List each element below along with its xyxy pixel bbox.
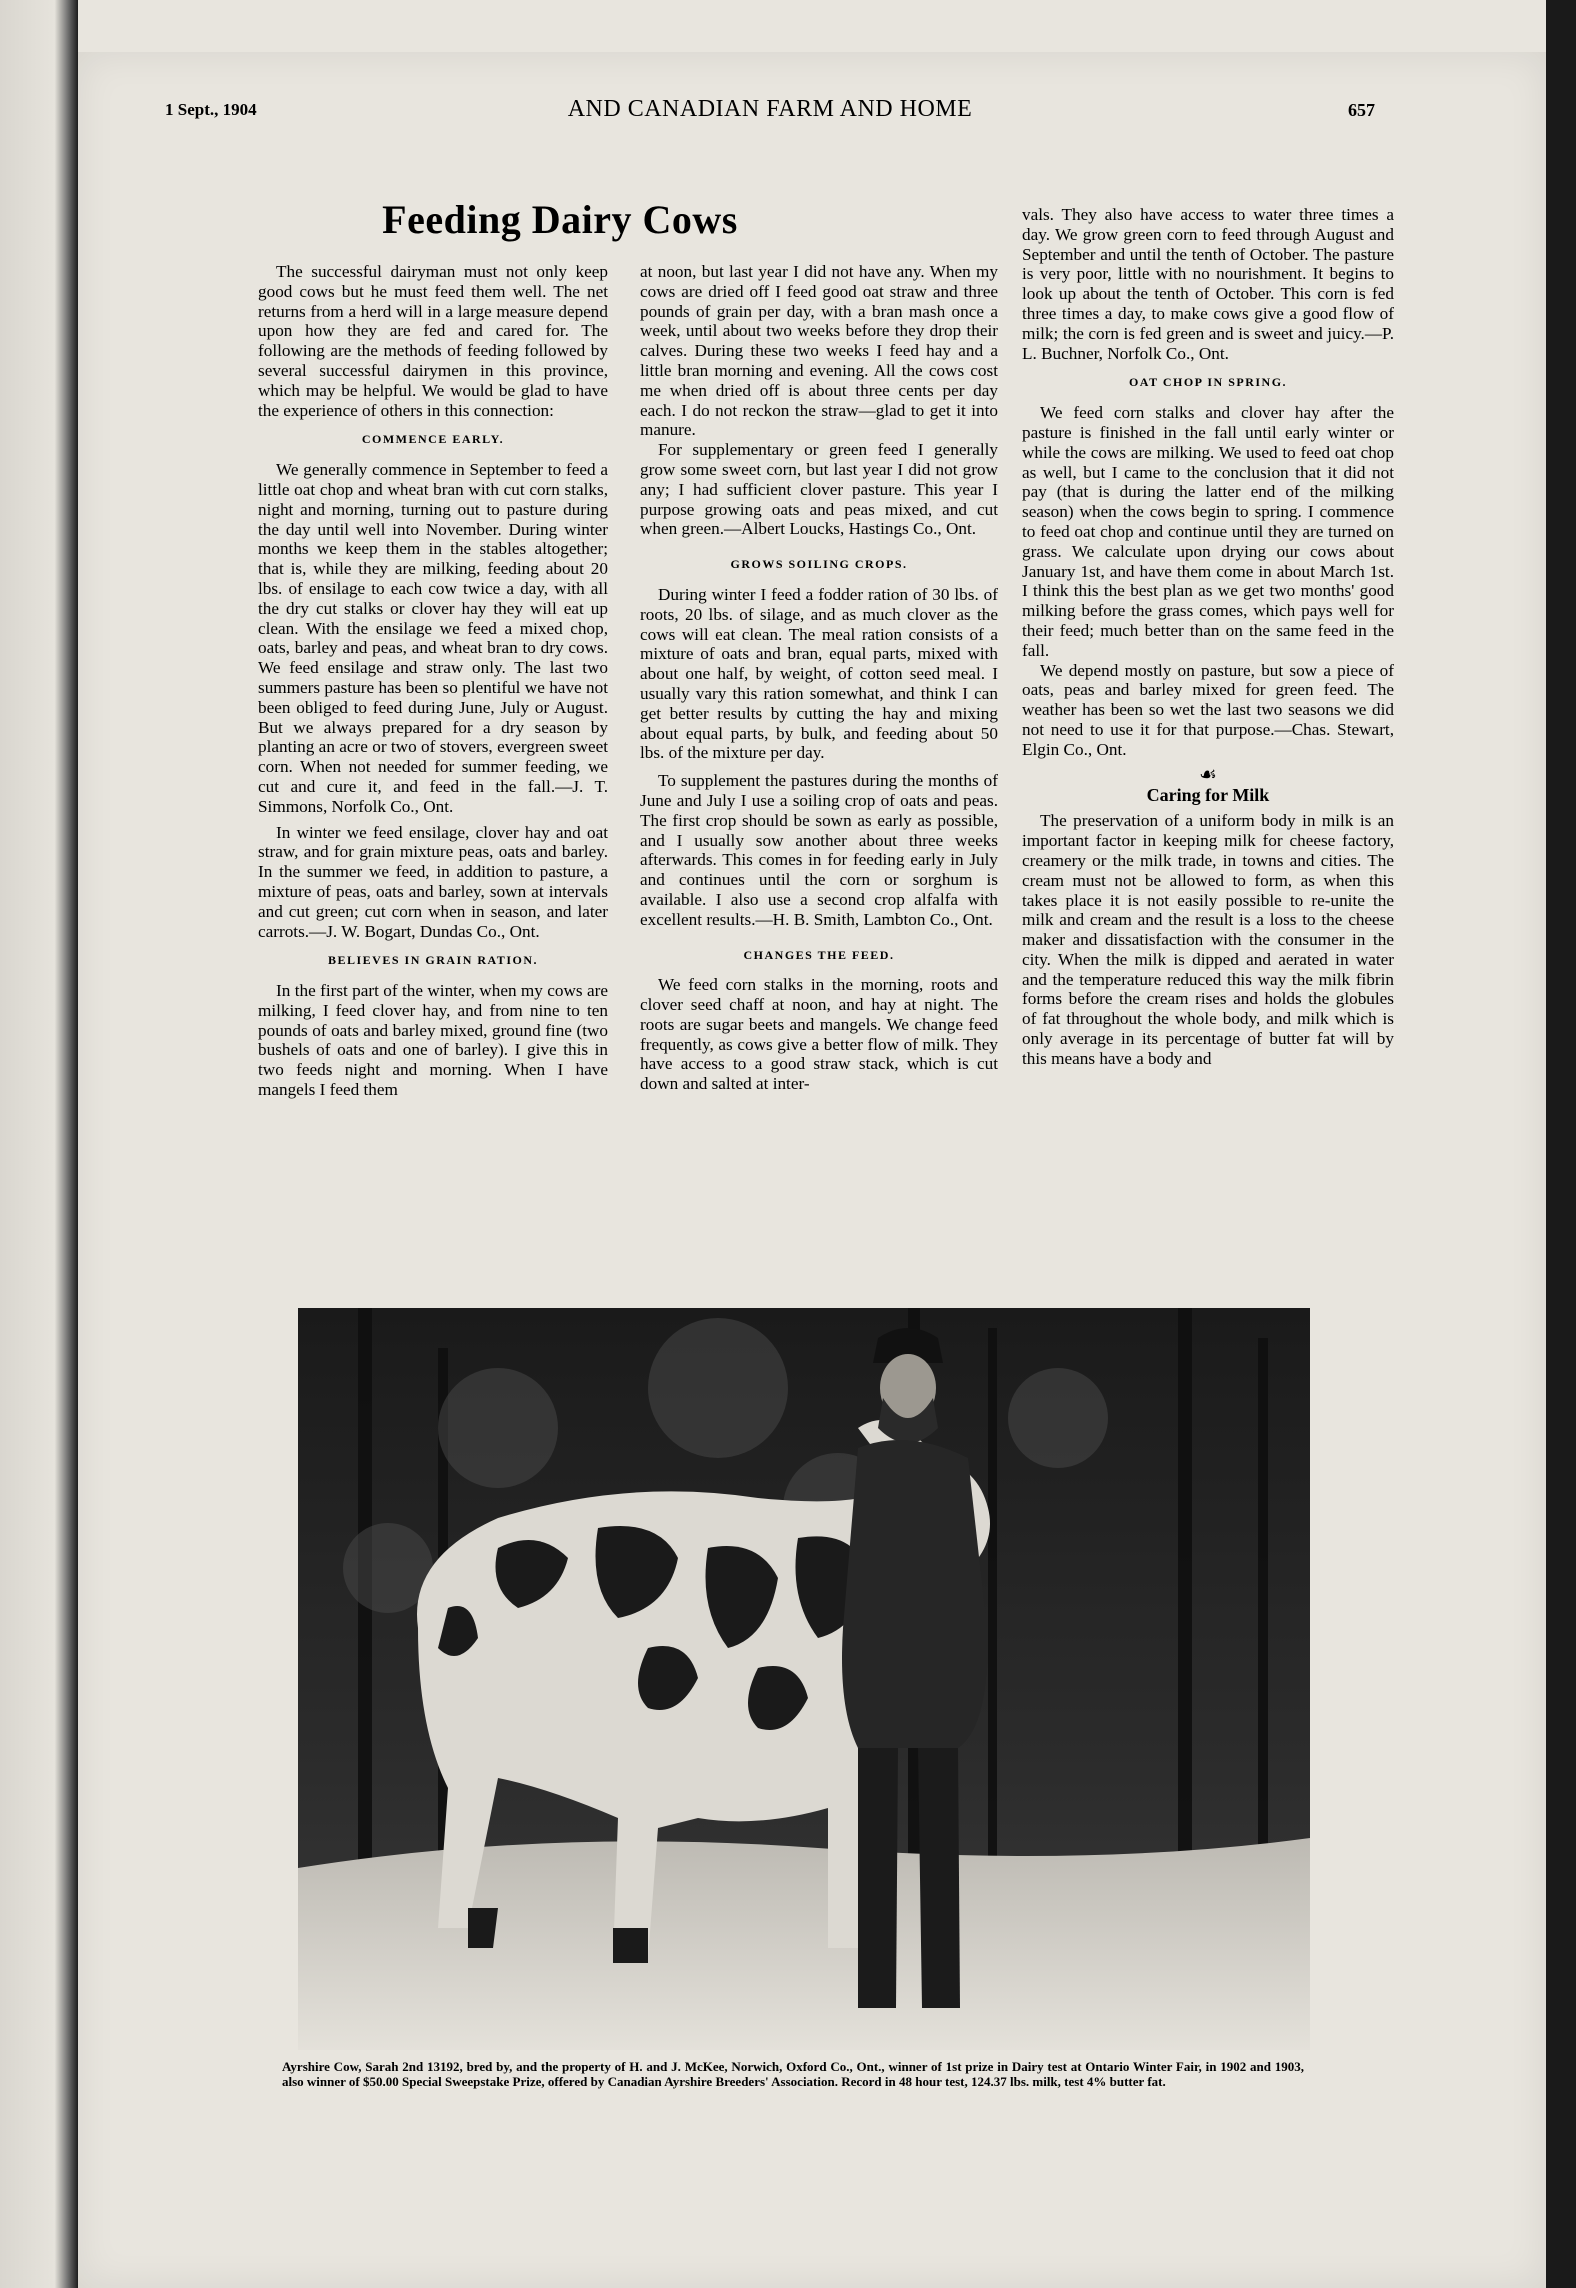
paragraph: During winter I feed a fodder ration of 30 lbs. of roots, 20 lbs. of silage, and as much clover as the cows will eat clean. The meal ration consists of a mixture of oats and bran, equal parts, mixed with about one half, by weight, of cotton seed meal. I usually vary this ration somewhat, and think I can get better results by cutting the hay and mixing about equal parts, by bulk, and feeding about 50 lbs. of the mixture per day. <box>640 584 998 763</box>
paragraph: In winter we feed ensilage, clover hay and oat straw, and for grain mixture peas, oats and barley. In the summer we feed, in addition to pasture, a mixture of peas, oats and barley, sown at intervals and cut green; cut corn when in season, and later carrots.—J. W. Bogart, Dundas Co., Ont. <box>258 822 608 941</box>
section-heading: Caring for Milk <box>1146 784 1270 805</box>
book-gutter <box>0 0 78 2288</box>
running-header <box>165 96 1375 136</box>
page-number: 657 <box>1348 100 1375 120</box>
photo-caption: Ayrshire Cow, Sarah 2nd 13192, bred by, and the property of H. and J. McKee, Norwich, Oxford Co., Ont., winner of 1st prize in Dairy test at Ontario Winter Fair, in 1902 and 1903, also winner of $50.00 Special Sweepstake Prize, offered by Canadian Ayrshire Breeders' Association. Record in 48 hour test, 124.37 lbs. milk, test 4% butter fat. <box>282 2059 1304 2089</box>
article-title: Feeding Dairy Cows <box>382 197 738 242</box>
paragraph: We depend mostly on pasture, but sow a piece of oats, peas and barley mixed for green feed. The weather has been so wet the last two seasons we did not need to use it for that purpose.—Chas. Stewart, Elgin Co., Ont. <box>1022 660 1394 759</box>
issue-date: 1 Sept., 1904 <box>165 100 257 119</box>
subheading: COMMENCE EARLY. <box>361 432 505 447</box>
paragraph: vals. They also have access to water three times a day. We grow green corn to feed through August and September and until the tenth of October. The pasture is very poor, little with no nourishment. It begins to look up about the tenth of October. This corn is fed three times a day, to make cows give a good flow of milk; the corn is fed green and is sweet and juicy.—P. L. Buchner, Norfolk Co., Ont. <box>1022 205 1394 363</box>
ornament-icon: ☙ <box>1199 763 1217 786</box>
paragraph: We feed corn stalks in the morning, roots and clover seed chaff at noon, and hay at night. The roots are sugar beets and mangels. We change feed frequently, as cows give a better flow of milk. They have access to a good straw stack, which is cut down and salted at inter- <box>640 975 998 1094</box>
publication-title: AND CANADIAN FARM AND HOME <box>567 96 973 122</box>
paragraph: We generally commence in September to feed a little oat chop and wheat bran with cut corn stalks, night and morning, turning out to pasture during the day until well into November. During winter months we keep them in the stables altogether; that is, while they are milking, feeding about 20 lbs. of ensilage to each cow twice a day, with all the dry cut stalks or clover hay they will eat up clean. With the ensilage we feed a mixed chop, oats, barley and peas, and wheat bran to dry cows. We feed ensilage and straw only. The last two summers pasture has been so plentiful we have not been obliged to feed during June, July or August. But we always prepared for a dry season by planting an acre or two of stovers, evergreen sweet corn. When not needed for summer feeding, we cut and cure it, and feed in the fall.—J. T. Simmons, Norfolk Co., Ont. <box>258 460 608 816</box>
subheading: BELIEVES IN GRAIN RATION. <box>328 953 538 968</box>
paragraph: To supplement the pastures during the months of June and July I use a soiling crop of oats and peas. The first crop should be sown as early as possible, and I usually sow another about three weeks afterwards. This comes in for feeding early in July and continues until the corn or sorghum is available. I also use a second crop alfalfa with excellent results.—H. B. Smith, Lambton Co., Ont. <box>640 771 998 929</box>
text-column-3 <box>1022 205 1394 1069</box>
cow-photograph <box>298 1308 1310 2050</box>
page-top-margin <box>78 0 1546 52</box>
paragraph: at noon, but last year I did not have any. When my cows are dried off I feed good oat straw and three pounds of grain per day, with a bran mash once a week, until about two weeks before they drop their calves. During these two weeks I feed hay and a little bran morning and evening. All the cows cost me when dried off is about three cents per day each. I do not reckon the straw—glad to get it into manure. <box>640 262 998 440</box>
cow-photo-illustration <box>298 1308 1310 2050</box>
scan-border <box>1546 0 1576 2288</box>
subheading: CHANGES THE FEED. <box>743 947 895 962</box>
text-column-2 <box>640 262 998 1094</box>
paragraph: The preservation of a uniform body in milk is an important factor in keeping milk for cheese factory, creamery or the milk trade, in towns and cities. The cream must not be allowed to form, as when this takes place it is not easily possible to re-unite the milk and cream and the result is a loss to the cheese maker and dissatisfaction with the consumer in the city. When the milk is dipped and aerated in water and the temperature reduced this way the milk fibrin forms before the cream rises and holds the globules of fat throughout the whole body, and milk which is only average in its percentage of butter fat will by this means have a body and <box>1022 811 1394 1068</box>
subheading: GROWS SOILING CROPS. <box>730 557 908 572</box>
subheading: OAT CHOP IN SPRING. <box>1128 375 1288 390</box>
text-column-1 <box>258 262 608 1100</box>
paragraph: In the first part of the winter, when my cows are milking, I feed clover hay, and from nine to ten pounds of oats and barley mixed, ground fine (two bushels of oats and one of barley). I give this in two feeds night and morning. When I have mangels I feed them <box>258 981 608 1100</box>
paragraph: For supplementary or green feed I generally grow some sweet corn, but last year I did not grow any; I had sufficient clover pasture. This year I purpose growing oats and peas mixed, and cut when green.—Albert Loucks, Hastings Co., Ont. <box>640 440 998 539</box>
paragraph: The successful dairyman must not only keep good cows but he must feed them well. The net returns from a herd will in a large measure depend upon how they are fed and cared for. The following are the methods of feeding followed by several successful dairymen in this province, which may be helpful. We would be glad to have the experience of others in this connection: <box>258 262 608 420</box>
paragraph: We feed corn stalks and clover hay after the pasture is finished in the fall until early winter or while the cows are milking. We used to feed oat chop as well, but I came to the conclusion that it did not pay (that is during the latter end of the milking season) when the cows begin to spring. I commence to feed oat chop and continue until they are turned on grass. We calculate upon drying our cows about January 1st, and have them come in about March 1st. I think this the best plan as we get two months' good milking before the grass comes, which pays well for their feed; much better than on the same feed in the fall. <box>1022 403 1394 660</box>
